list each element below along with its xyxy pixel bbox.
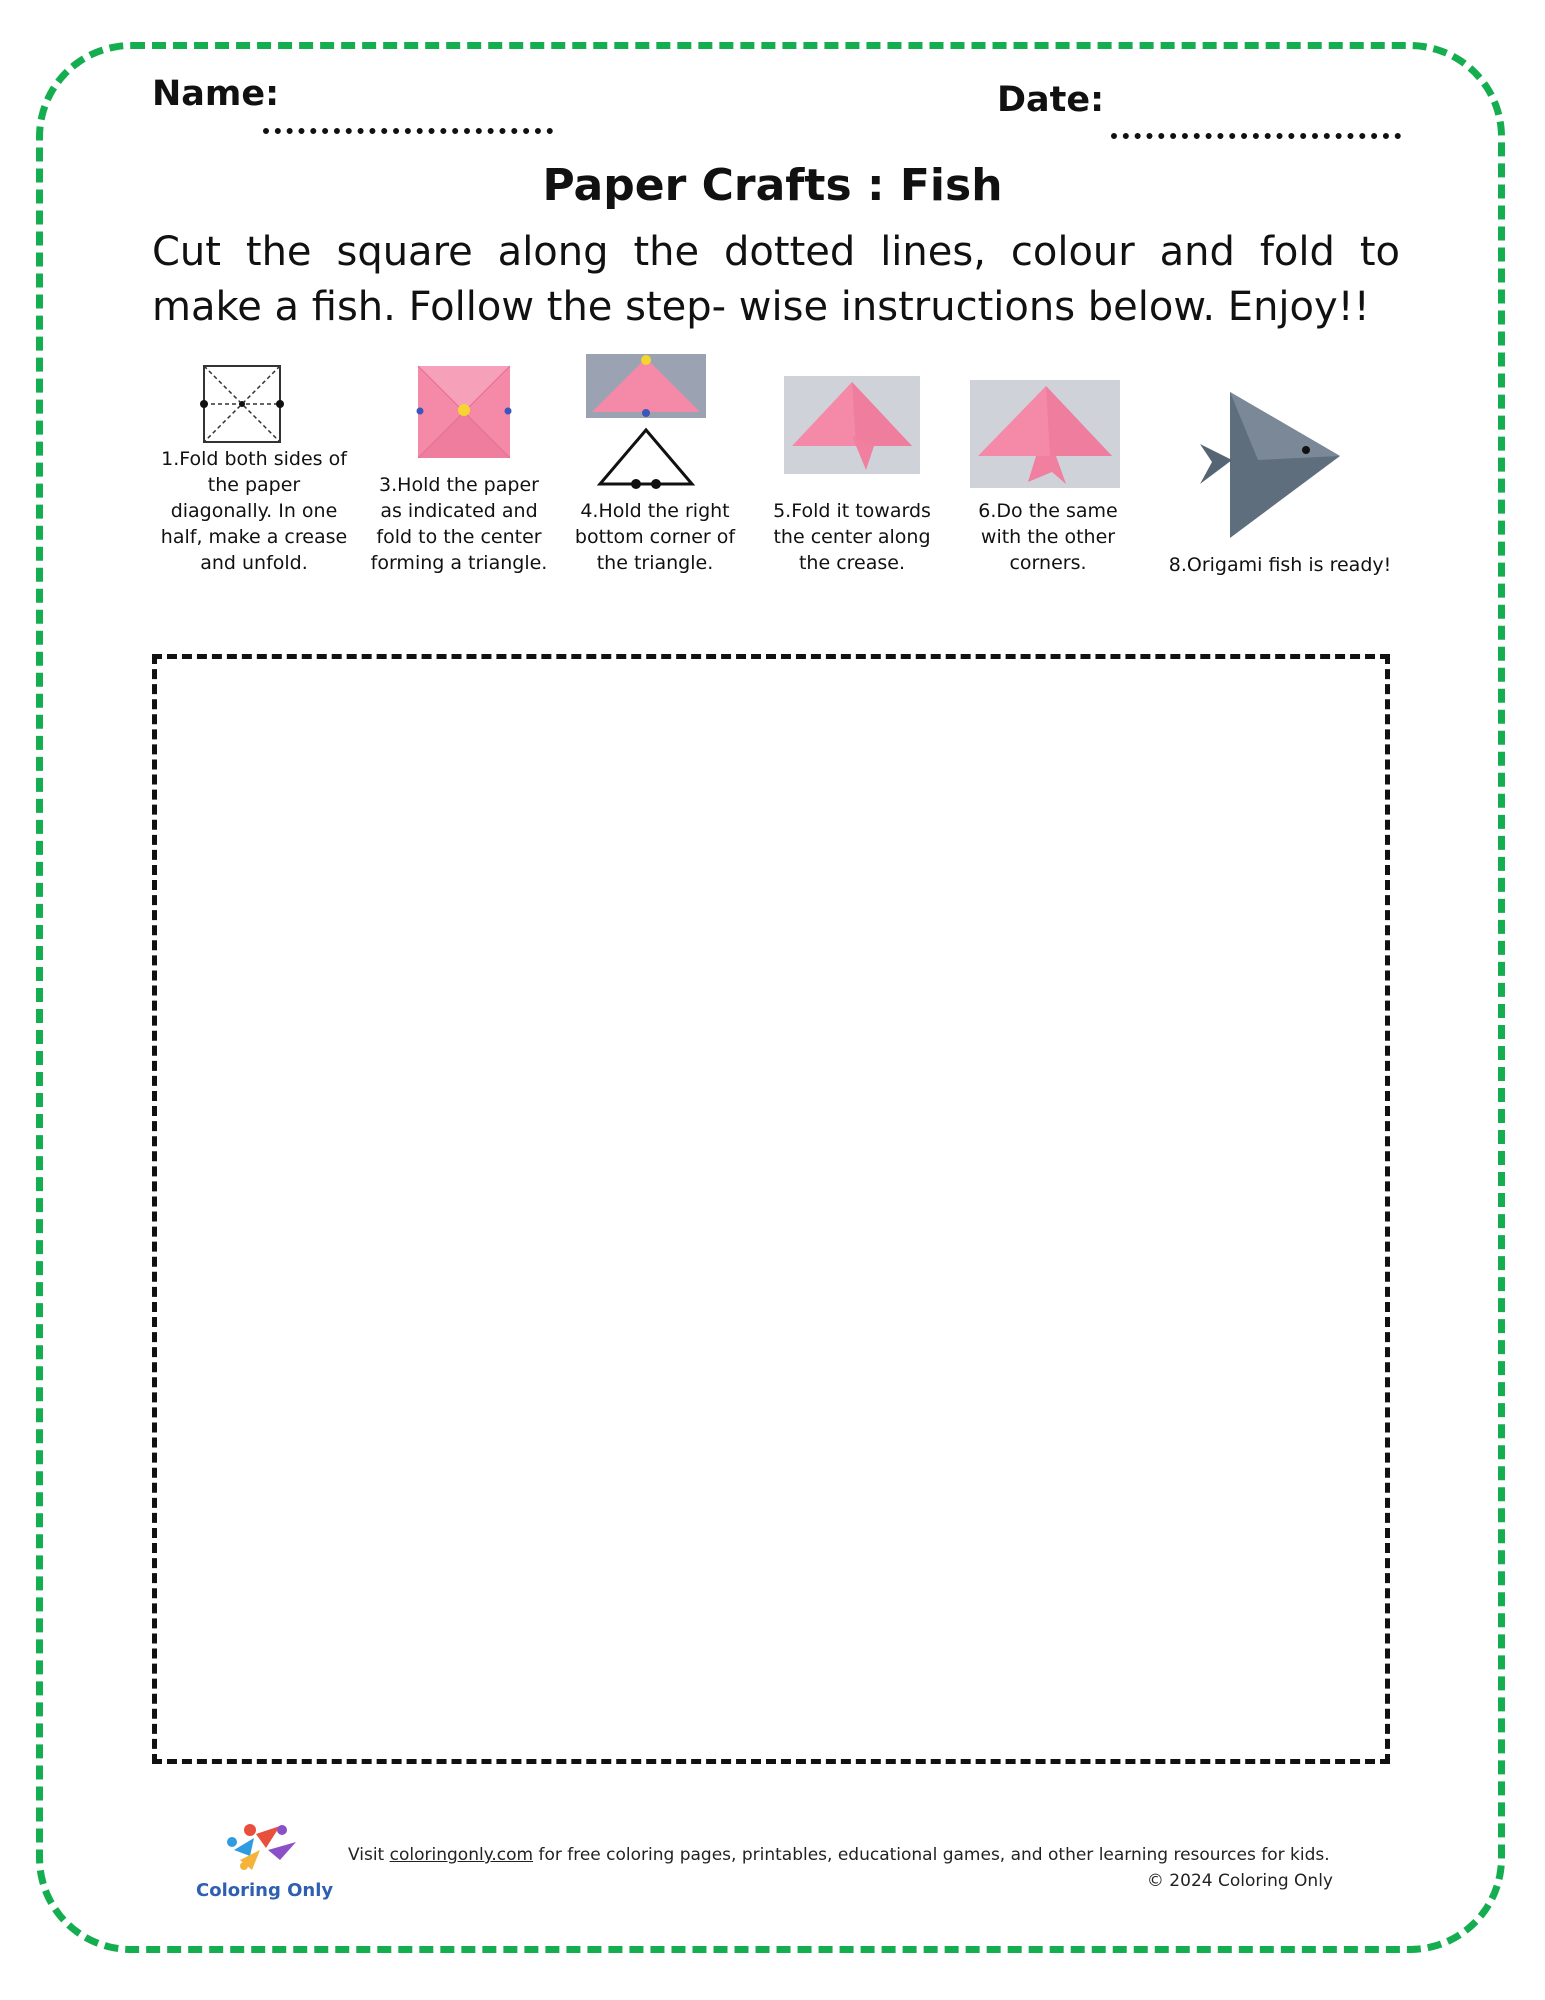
coloringonly-link[interactable]: coloringonly.com: [389, 1845, 534, 1865]
date-label: Date:: [997, 80, 1105, 120]
name-label: Name:: [152, 74, 280, 114]
step-6-caption: 6.Do the same with the other corners.: [978, 500, 1118, 574]
footer-visit-text: Visit coloringonly.com for free coloring pages, printables, educational games, and other learning resources for kids.: [348, 1845, 1330, 1865]
cut-out-square: [152, 654, 1390, 1764]
name-field[interactable]: [263, 128, 553, 134]
logo-text: Coloring Only: [196, 1880, 334, 1901]
footer-copyright: © 2024 Coloring Only: [1146, 1871, 1333, 1891]
step-4-triangle-icon: [586, 350, 708, 490]
step-4-caption: 4.Hold the right bottom corner of the triangle.: [574, 500, 736, 574]
step-1-caption: 1.Fold both sides of the paper diagonally. In one half, make a crease and unfold.: [160, 448, 348, 574]
step-8-caption: 8.Origami fish is ready!: [1168, 554, 1392, 576]
page-title: Paper Crafts : Fish: [542, 160, 1003, 211]
step-6-folded-shape-icon: [970, 380, 1120, 488]
step-5-caption: 5.Fold it towards the center along the crease.: [773, 500, 931, 574]
date-field[interactable]: [1111, 133, 1401, 139]
step-1-crease-diagram-icon: [200, 362, 284, 446]
coloring-only-logo-icon: [220, 1820, 302, 1872]
step-3-caption: 3.Hold the paper as indicated and fold to the center forming a triangle.: [370, 474, 548, 574]
step-5-folded-shape-icon: [784, 376, 920, 474]
instructions-text: Cut the square along the dotted lines, colour and fold to make a fish. Follow the step- wise instructions below. Enjoy!!: [152, 229, 1400, 330]
step-3-pink-square-icon: [414, 362, 514, 462]
step-8-origami-fish-icon: [1198, 390, 1344, 540]
